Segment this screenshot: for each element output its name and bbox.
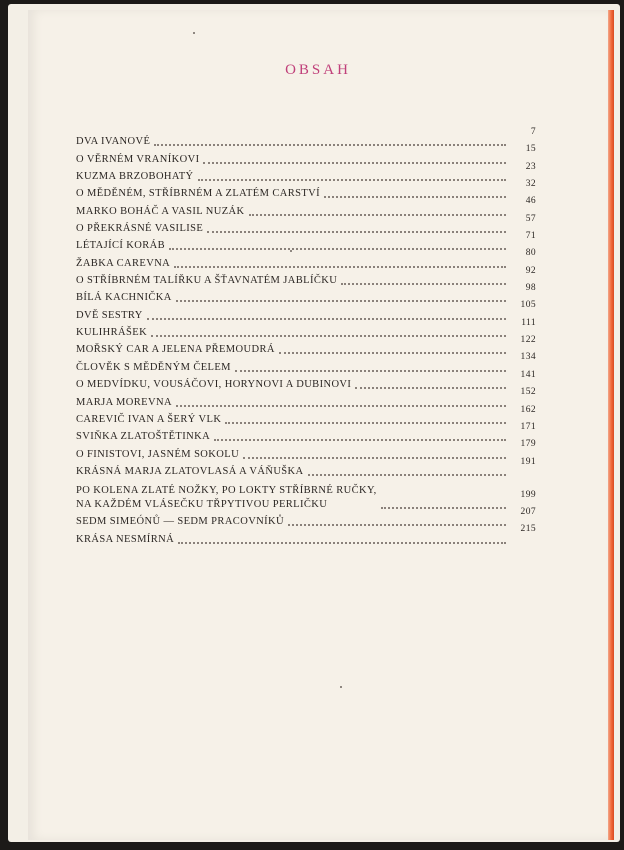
toc-entry <box>76 213 536 236</box>
toc-entry-title: ČLOVĚK S MĚDĚNÝM ČELEM <box>76 361 231 373</box>
toc-entry-line <box>76 378 510 392</box>
toc-entry <box>76 317 536 340</box>
toc-entry-title: KUZMA BRZOBOHATÝ <box>76 171 194 183</box>
toc-page-number: 207 <box>520 506 536 517</box>
toc-entry-line <box>76 205 510 219</box>
dot-leader <box>225 422 506 424</box>
dot-leader <box>169 248 506 250</box>
toc-page-number: 199 <box>520 489 536 500</box>
toc-entry-line <box>76 361 510 375</box>
toc-entry-line <box>76 291 510 305</box>
toc-page-number: 71 <box>525 231 536 242</box>
dot-leader <box>308 474 506 476</box>
toc-entry-title: SEDM SIMEÓNŮ — SEDM PRACOVNÍKŮ <box>76 516 285 528</box>
toc-entry-title: DVA IVANOVÉ <box>76 136 151 148</box>
toc-entry-line <box>76 257 510 271</box>
toc-entry-line <box>76 533 510 547</box>
toc-entry-line <box>76 326 510 340</box>
toc-entry <box>76 421 536 444</box>
toc-page-number: 215 <box>520 524 536 535</box>
toc-page-number: 98 <box>525 283 536 294</box>
toc-entry-line <box>76 274 510 288</box>
toc-page-number: 15 <box>525 144 536 155</box>
toc-entry-line <box>76 515 510 529</box>
toc-entry <box>76 196 536 218</box>
dot-leader <box>324 196 506 198</box>
toc-entry-title: O VĚRNÉM VRANÍKOVI <box>76 153 200 165</box>
toc-entry-title: ŽABKA CAREVNA <box>76 257 171 269</box>
toc-entry-title: KRÁSA NESMÍRNÁ <box>76 533 175 545</box>
toc-page-number: 179 <box>520 439 536 450</box>
toc-entry-line <box>76 448 510 462</box>
toc-entry-title: KULIHRÁŠEK <box>76 327 148 339</box>
dot-leader <box>235 370 506 372</box>
toc-entry-title: BÍLÁ KACHNIČKA <box>76 292 172 304</box>
toc-page-number: 46 <box>525 196 536 207</box>
dot-leader <box>355 387 506 389</box>
dot-leader <box>147 318 506 320</box>
toc-entry <box>76 479 536 512</box>
toc-page-number: 191 <box>520 456 536 467</box>
toc-entry-title: LÉTAJÍCÍ KORÁB <box>76 240 166 252</box>
paper-speck <box>290 250 292 252</box>
toc-entry <box>76 524 536 546</box>
toc-entry-title: MARKO BOHÁČ A VASIL NUZÁK <box>76 205 245 217</box>
toc-entry-title: O FINISTOVI, JASNÉM SOKOLU <box>76 448 240 460</box>
page-title: OBSAH <box>285 62 351 78</box>
toc-entry-line <box>76 343 510 357</box>
toc-page-number: 162 <box>520 404 536 415</box>
toc-entry-title: PO KOLENA ZLATÉ NOŽKY, PO LOKTY STŘÍBRNÉ RUČKY, NA KAŽDÉM VLÁSEČKU TŘPYTIVOU PERLIČKU <box>76 484 377 510</box>
book-page <box>28 10 608 840</box>
toc-entry <box>76 335 536 357</box>
toc-page-number: 23 <box>525 161 536 172</box>
dot-leader <box>198 179 506 181</box>
paper-speck <box>340 686 342 688</box>
toc-entry-title: O MEDVÍDKU, VOUSÁČOVI, HORYNOVI A DUBINOVI <box>76 379 352 391</box>
toc-entry-line <box>76 170 510 184</box>
toc-page-number: 152 <box>520 387 536 398</box>
dot-leader <box>151 335 506 337</box>
toc-page-number: 92 <box>525 265 536 276</box>
dot-leader <box>176 300 506 302</box>
toc-entry <box>76 231 536 253</box>
toc-entry-line <box>76 187 510 201</box>
toc-entry-title: MARJA MOREVNA <box>76 396 172 408</box>
toc-entry <box>76 506 536 529</box>
dot-leader <box>279 352 506 354</box>
dot-leader <box>341 283 506 285</box>
toc-entry <box>76 369 536 392</box>
dot-leader <box>381 507 506 509</box>
toc-page-number: 171 <box>520 421 536 432</box>
dot-leader <box>178 542 506 544</box>
toc-entry-title: KRÁSNÁ MARJA ZLATOVLASÁ A VÁŇUŠKA <box>76 465 304 477</box>
toc-entry-title: MOŘSKÝ CAR A JELENA PŘEMOUDRÁ <box>76 344 275 356</box>
toc-entry <box>76 127 536 149</box>
toc-entry <box>76 283 536 305</box>
toc-page-number: 7 <box>530 127 536 137</box>
toc-page-number: 134 <box>520 352 536 363</box>
toc-entry <box>76 144 536 166</box>
dot-leader <box>203 162 506 164</box>
dot-leader <box>214 439 506 441</box>
toc-entry-line <box>76 153 510 167</box>
toc-entry-line <box>76 309 510 323</box>
table-of-contents <box>76 127 536 547</box>
dot-leader <box>288 524 506 526</box>
toc-entry <box>76 300 536 322</box>
toc-entry-title: SVIŇKA ZLATOŠTĚTINKA <box>76 431 211 443</box>
toc-entry-line <box>76 222 510 236</box>
toc-entry <box>76 439 536 461</box>
toc-entry-title: DVĚ SESTRY <box>76 309 143 321</box>
toc-entry-title: CAREVIČ IVAN A ŠERÝ VLK <box>76 413 222 425</box>
toc-entry <box>76 387 536 409</box>
toc-page-number: 57 <box>525 213 536 224</box>
toc-entry-line <box>76 413 510 427</box>
toc-entry <box>76 161 536 184</box>
toc-entry <box>76 248 536 270</box>
toc-entry <box>76 404 536 427</box>
toc-entry-title: O PŘEKRÁSNÉ VASILISE <box>76 223 204 235</box>
toc-entry <box>76 179 536 201</box>
toc-entry-line <box>76 135 510 149</box>
dot-leader <box>174 266 506 268</box>
dot-leader <box>243 457 506 459</box>
toc-page-number: 111 <box>521 317 536 328</box>
dot-leader <box>176 405 506 407</box>
toc-page-number: 141 <box>520 369 536 380</box>
toc-entry-line <box>76 396 510 410</box>
toc-entry-line <box>76 465 510 479</box>
dot-leader <box>207 231 506 233</box>
toc-entry-line <box>76 239 510 253</box>
dot-leader <box>249 214 507 216</box>
toc-page-number: 32 <box>525 179 536 190</box>
toc-page-number: 80 <box>525 248 536 259</box>
toc-entry <box>76 456 536 479</box>
dot-leader <box>154 144 506 146</box>
toc-entry-line <box>76 430 510 444</box>
toc-page-number: 122 <box>520 335 536 346</box>
toc-entry-line <box>76 484 510 512</box>
toc-entry-title: O STŘÍBRNÉM TALÍŘKU A ŠŤAVNATÉM JABLÍČKU <box>76 275 338 287</box>
toc-entry-title: O MĚDĚNÉM, STŘÍBRNÉM A ZLATÉM CARSTVÍ <box>76 188 321 200</box>
toc-page-number: 105 <box>520 300 536 311</box>
toc-entry <box>76 352 536 374</box>
toc-entry <box>76 265 536 288</box>
paper-speck <box>193 32 195 34</box>
